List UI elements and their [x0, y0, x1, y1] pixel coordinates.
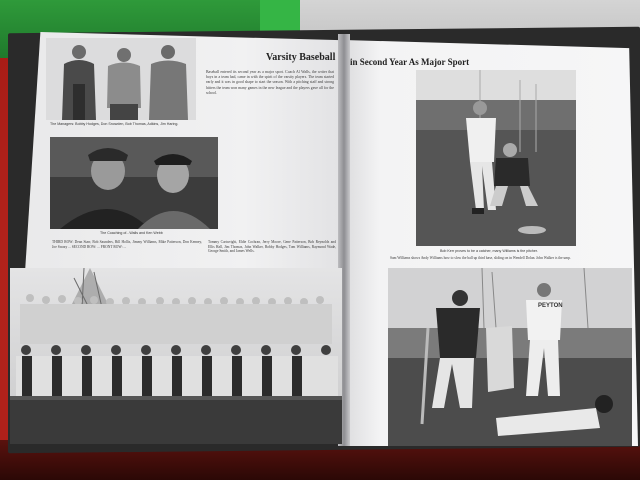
photo-coaches [50, 137, 218, 229]
heading-second-year: in Second Year As Major Sport [350, 57, 470, 67]
photo-catcher-pitcher [416, 70, 576, 246]
caption-batter-slide: Sam Williams shows Andy Williams how to slow the ball up third base, sliding on in Wendell Dolan. John Walker is the ump. [390, 256, 571, 260]
jersey-lettering: PEYTON [538, 303, 563, 309]
caption-catcher-pitcher: Bob Kerr proves to be a catcher, many Williams is the pitcher. [440, 249, 538, 253]
article-intro: Baseball entered its second year as a major sport. Coach Al Walls, the writer that boys in a team had, came in with the spirit of the varsity players. The team started early and it was in good shape to start the season. With a pitching staff and strong hitters the team won many games in the new league and the players gave all for the school. [206, 70, 334, 95]
caption-managers: The Managers: Bobby Hodges, Don Snowden, Bob Thomas, Adkins, Jim Haring. [50, 122, 179, 126]
photo-managers [46, 38, 196, 120]
caption-team-roster: THIRD ROW: Dean Starr, Bob Saunders, Bill Hollis, Jimmy Williams, Mike Patterson, Don Kenney, Joe Swazy ... SECOND ROW: ... FRONT ROW: ... [52, 240, 202, 249]
caption-coaches: The Coaching of...Walls and Ken Webb [100, 231, 163, 235]
heading-varsity-baseball: Varsity Baseball [266, 52, 336, 63]
article-roster: Tommy Cartwright, Eldie Cochran, Jerry Moore, Gene Patterson, Bob Reynolds and Ellis Hall, Jim Thomas, John Walker, Bobby Hodges, Tom Williams, Raymond Wade, George Smith, and James Wells. [208, 240, 336, 254]
photo-team [10, 268, 342, 444]
photo-batter-slide [388, 268, 632, 446]
